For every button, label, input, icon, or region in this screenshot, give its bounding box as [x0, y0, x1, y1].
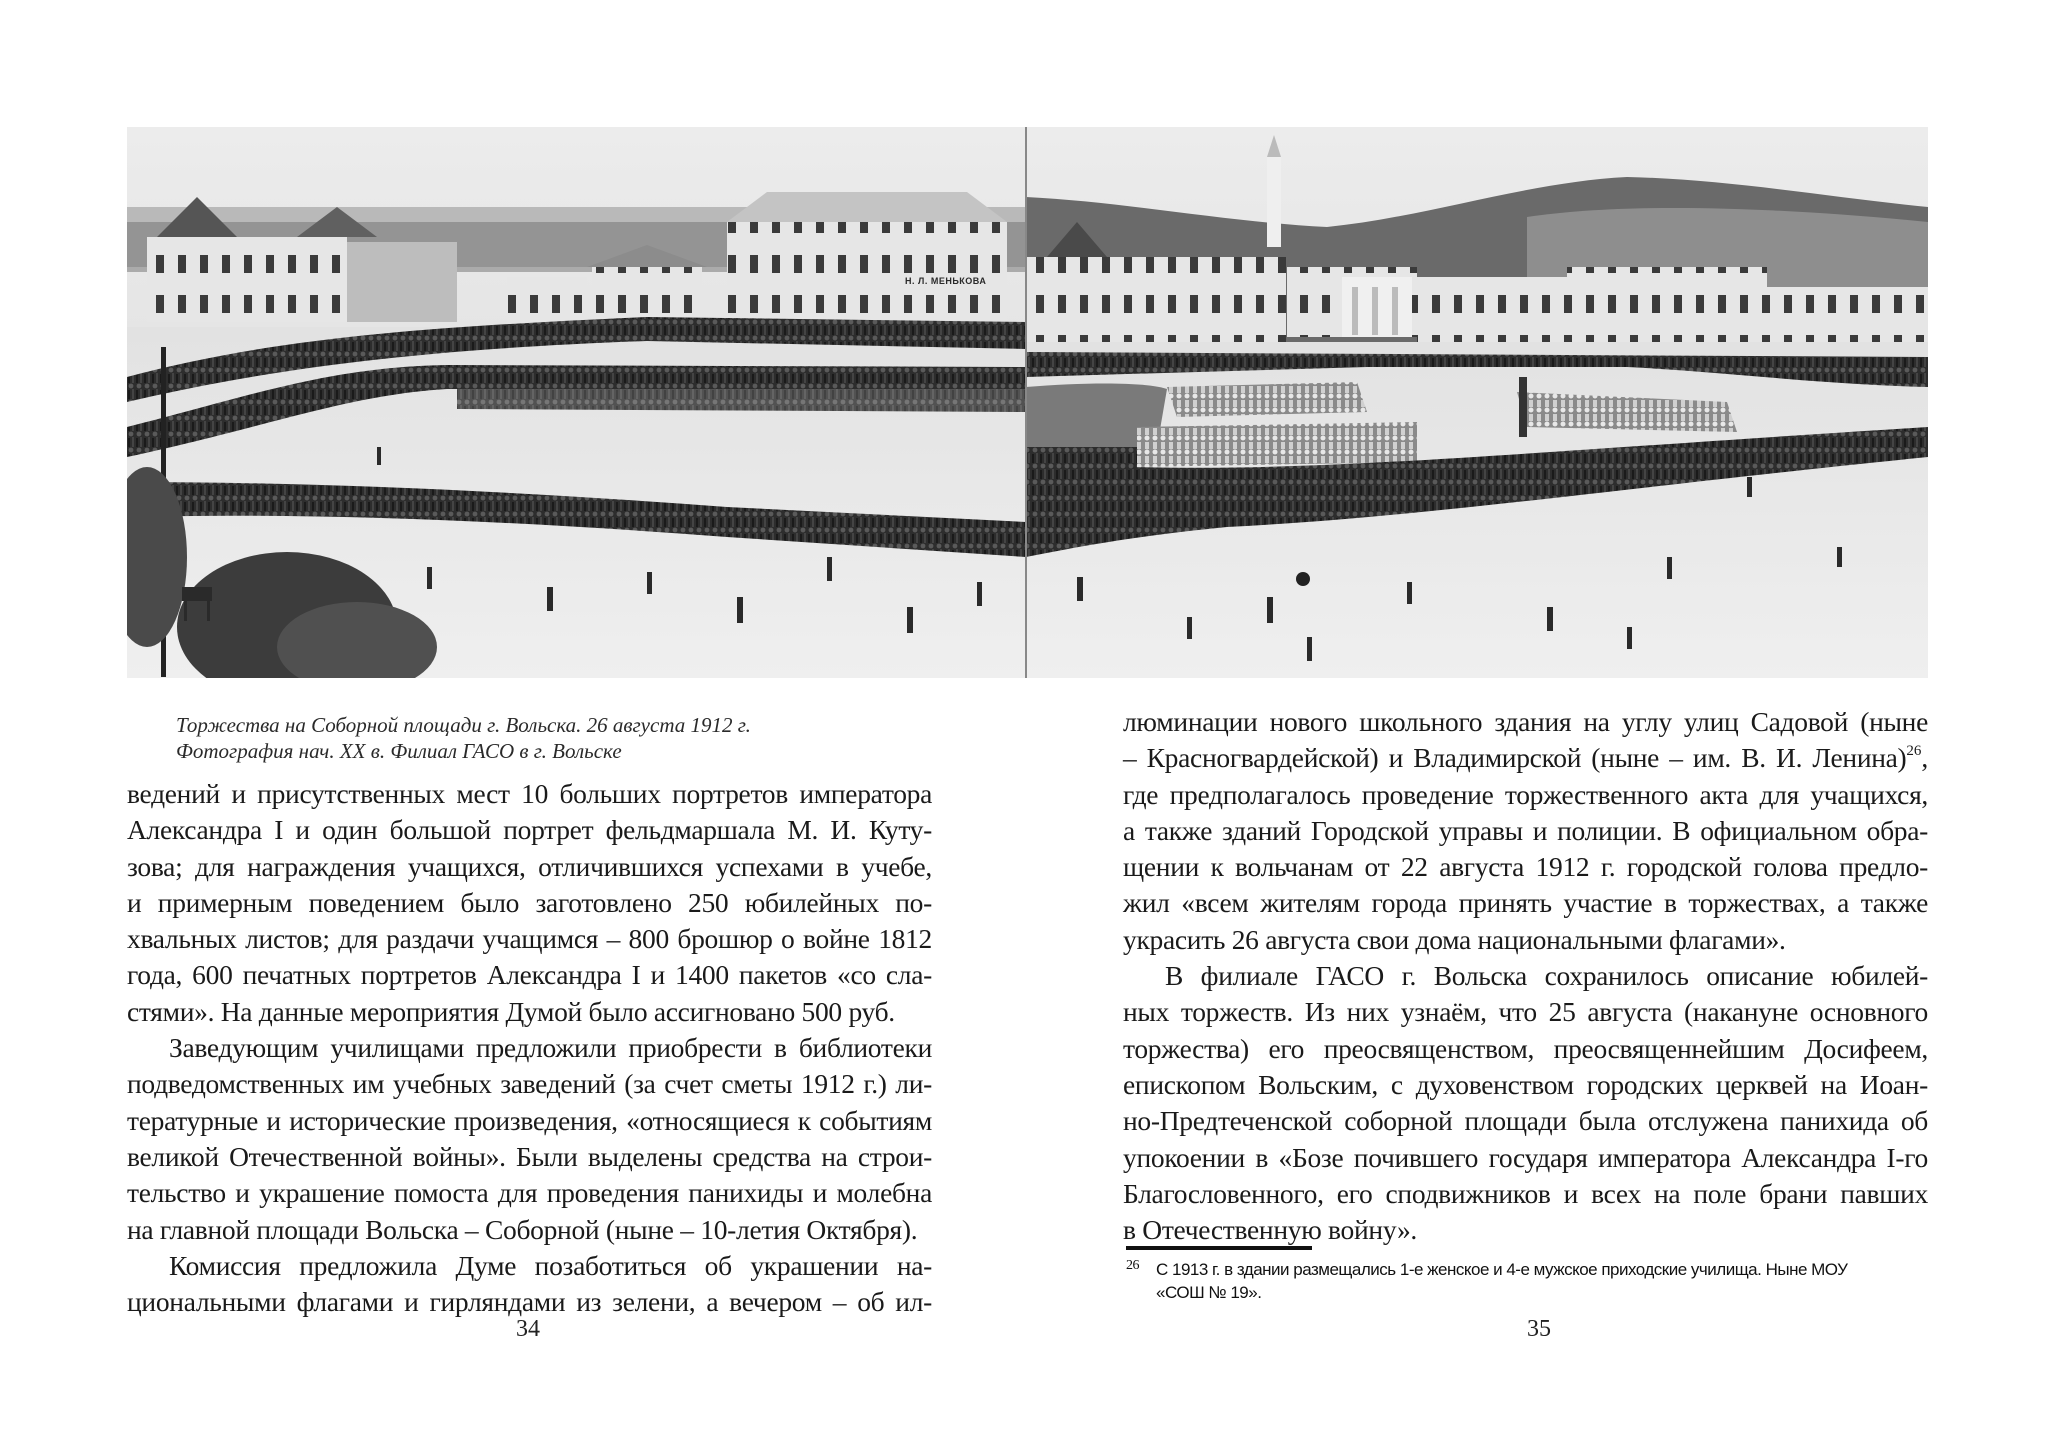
text-line: но-Предтеченской соборной площади была отслужена панихида об — [1123, 1105, 1928, 1137]
text-line: В филиале ГАСО г. Вольска сохранилось описание юбилей- — [1165, 960, 1928, 992]
text-line: щении к вольчанам от 22 августа 1912 г. городской голова предло- — [1123, 851, 1928, 883]
text-line: ведений и присутственных мест 10 больших портретов императора — [127, 778, 932, 809]
text-line: люминации нового школьного здания на углу улиц Садовой (ныне — [1123, 706, 1928, 737]
footnote-line: С 1913 г. в здании размещались 1-е женское и 4-е мужское приходские училища. Ныне МОУ — [1156, 1260, 1848, 1279]
text-line-suffix: , — [1921, 742, 1928, 774]
text-line: великой Отечественной войны». Были выделены средства на строи- — [127, 1140, 932, 1172]
text-line: хвальных листов; для раздачи учащимся – 800 брошюр о войне 1812 — [127, 923, 932, 955]
text-line: а также зданий Городской управы и полиции. В официальном обра- — [1123, 814, 1928, 846]
photo-caption — [176, 712, 751, 764]
text-line: в Отечественную войну». — [1123, 1214, 1417, 1246]
photo-illustration — [127, 127, 1928, 678]
text-line: года, 600 печатных портретов Александра I и 1400 пакетов «со сла- — [127, 959, 932, 991]
photo-left-half — [127, 127, 1026, 678]
text-line: ных торжеств. Из них узнаём, что 25 августа (накануне основного — [1123, 996, 1928, 1028]
right-page-text — [1123, 704, 1928, 1248]
panorama-photograph — [127, 127, 1928, 678]
text-line: циональными флагами и гирляндами из зелени, а вечером – об ил- — [127, 1286, 932, 1318]
footnote — [1126, 1258, 1931, 1304]
footnote-reference[interactable]: 26 — [1906, 743, 1922, 760]
photo-right-half — [1026, 127, 1928, 678]
page-number-right: 35 — [1527, 1316, 1551, 1342]
text-line: Заведующим училищами предложили приобрести в библиотеки — [169, 1032, 932, 1064]
text-line: упокоении в «Бозе почившего государя императора Александра I-го — [1123, 1141, 1928, 1173]
text-line: стями». На данные мероприятия Думой было ассигновано 500 руб. — [127, 995, 895, 1027]
text-line-with-footnote — [1123, 740, 1928, 776]
shop-sign-lettering: Н. Л. МЕНЬКОВА — [905, 276, 987, 286]
text-line: жил «всем жителям города принять участие в торжествах, а также — [1123, 887, 1928, 919]
text-line: и примерным поведением было заготовлено 250 юбилейных по- — [127, 886, 932, 918]
text-line: украсить 26 августа свои дома национальными флагами». — [1123, 923, 1786, 955]
caption-line: Фотография нач. XX в. Филиал ГАСО в г. Вольске — [176, 739, 622, 763]
footnote-text — [1156, 1258, 1931, 1304]
text-line: Благословенного, его сподвижников и всех на поле брани павших — [1123, 1177, 1928, 1209]
text-line: на главной площади Вольска – Соборной (ныне – 10-летия Октября). — [127, 1213, 918, 1245]
text-line: зова; для награждения учащихся, отличившихся успехами в учебе, — [127, 850, 932, 882]
text-line-body: – Красногвардейской) и Владимирской (ныне – им. В. И. Ленина) — [1123, 742, 1907, 774]
footnote-line: «СОШ № 19». — [1156, 1283, 1262, 1302]
footnote-divider — [1126, 1246, 1312, 1250]
text-line: тературные и исторические произведения, «относящиеся к событиям — [127, 1104, 932, 1136]
text-line: Комиссия предложила Думе позаботиться об украшении на- — [169, 1249, 932, 1281]
text-line: тельство и украшение помоста для проведения панихиды и молебна — [127, 1177, 932, 1209]
text-line: где предполагалось проведение торжественного акта для учащихся, — [1123, 778, 1928, 810]
footnote-mark: 26 — [1126, 1258, 1139, 1273]
caption-line: Торжества на Соборной площади г. Вольска. 26 августа 1912 г. — [176, 713, 751, 737]
text-line: епископом Вольским, с духовенством городских церквей на Иоан- — [1123, 1068, 1928, 1100]
page-number-left: 34 — [516, 1316, 540, 1342]
text-line: Александра I и один большой портрет фельдмаршала М. И. Куту- — [127, 814, 932, 846]
text-line: торжества) его преосвященством, преосвященнейшим Досифеем, — [1123, 1032, 1928, 1064]
left-page-text — [127, 776, 932, 1320]
text-line: подведомственных им учебных заведений (за счет сметы 1912 г.) ли- — [127, 1068, 932, 1100]
